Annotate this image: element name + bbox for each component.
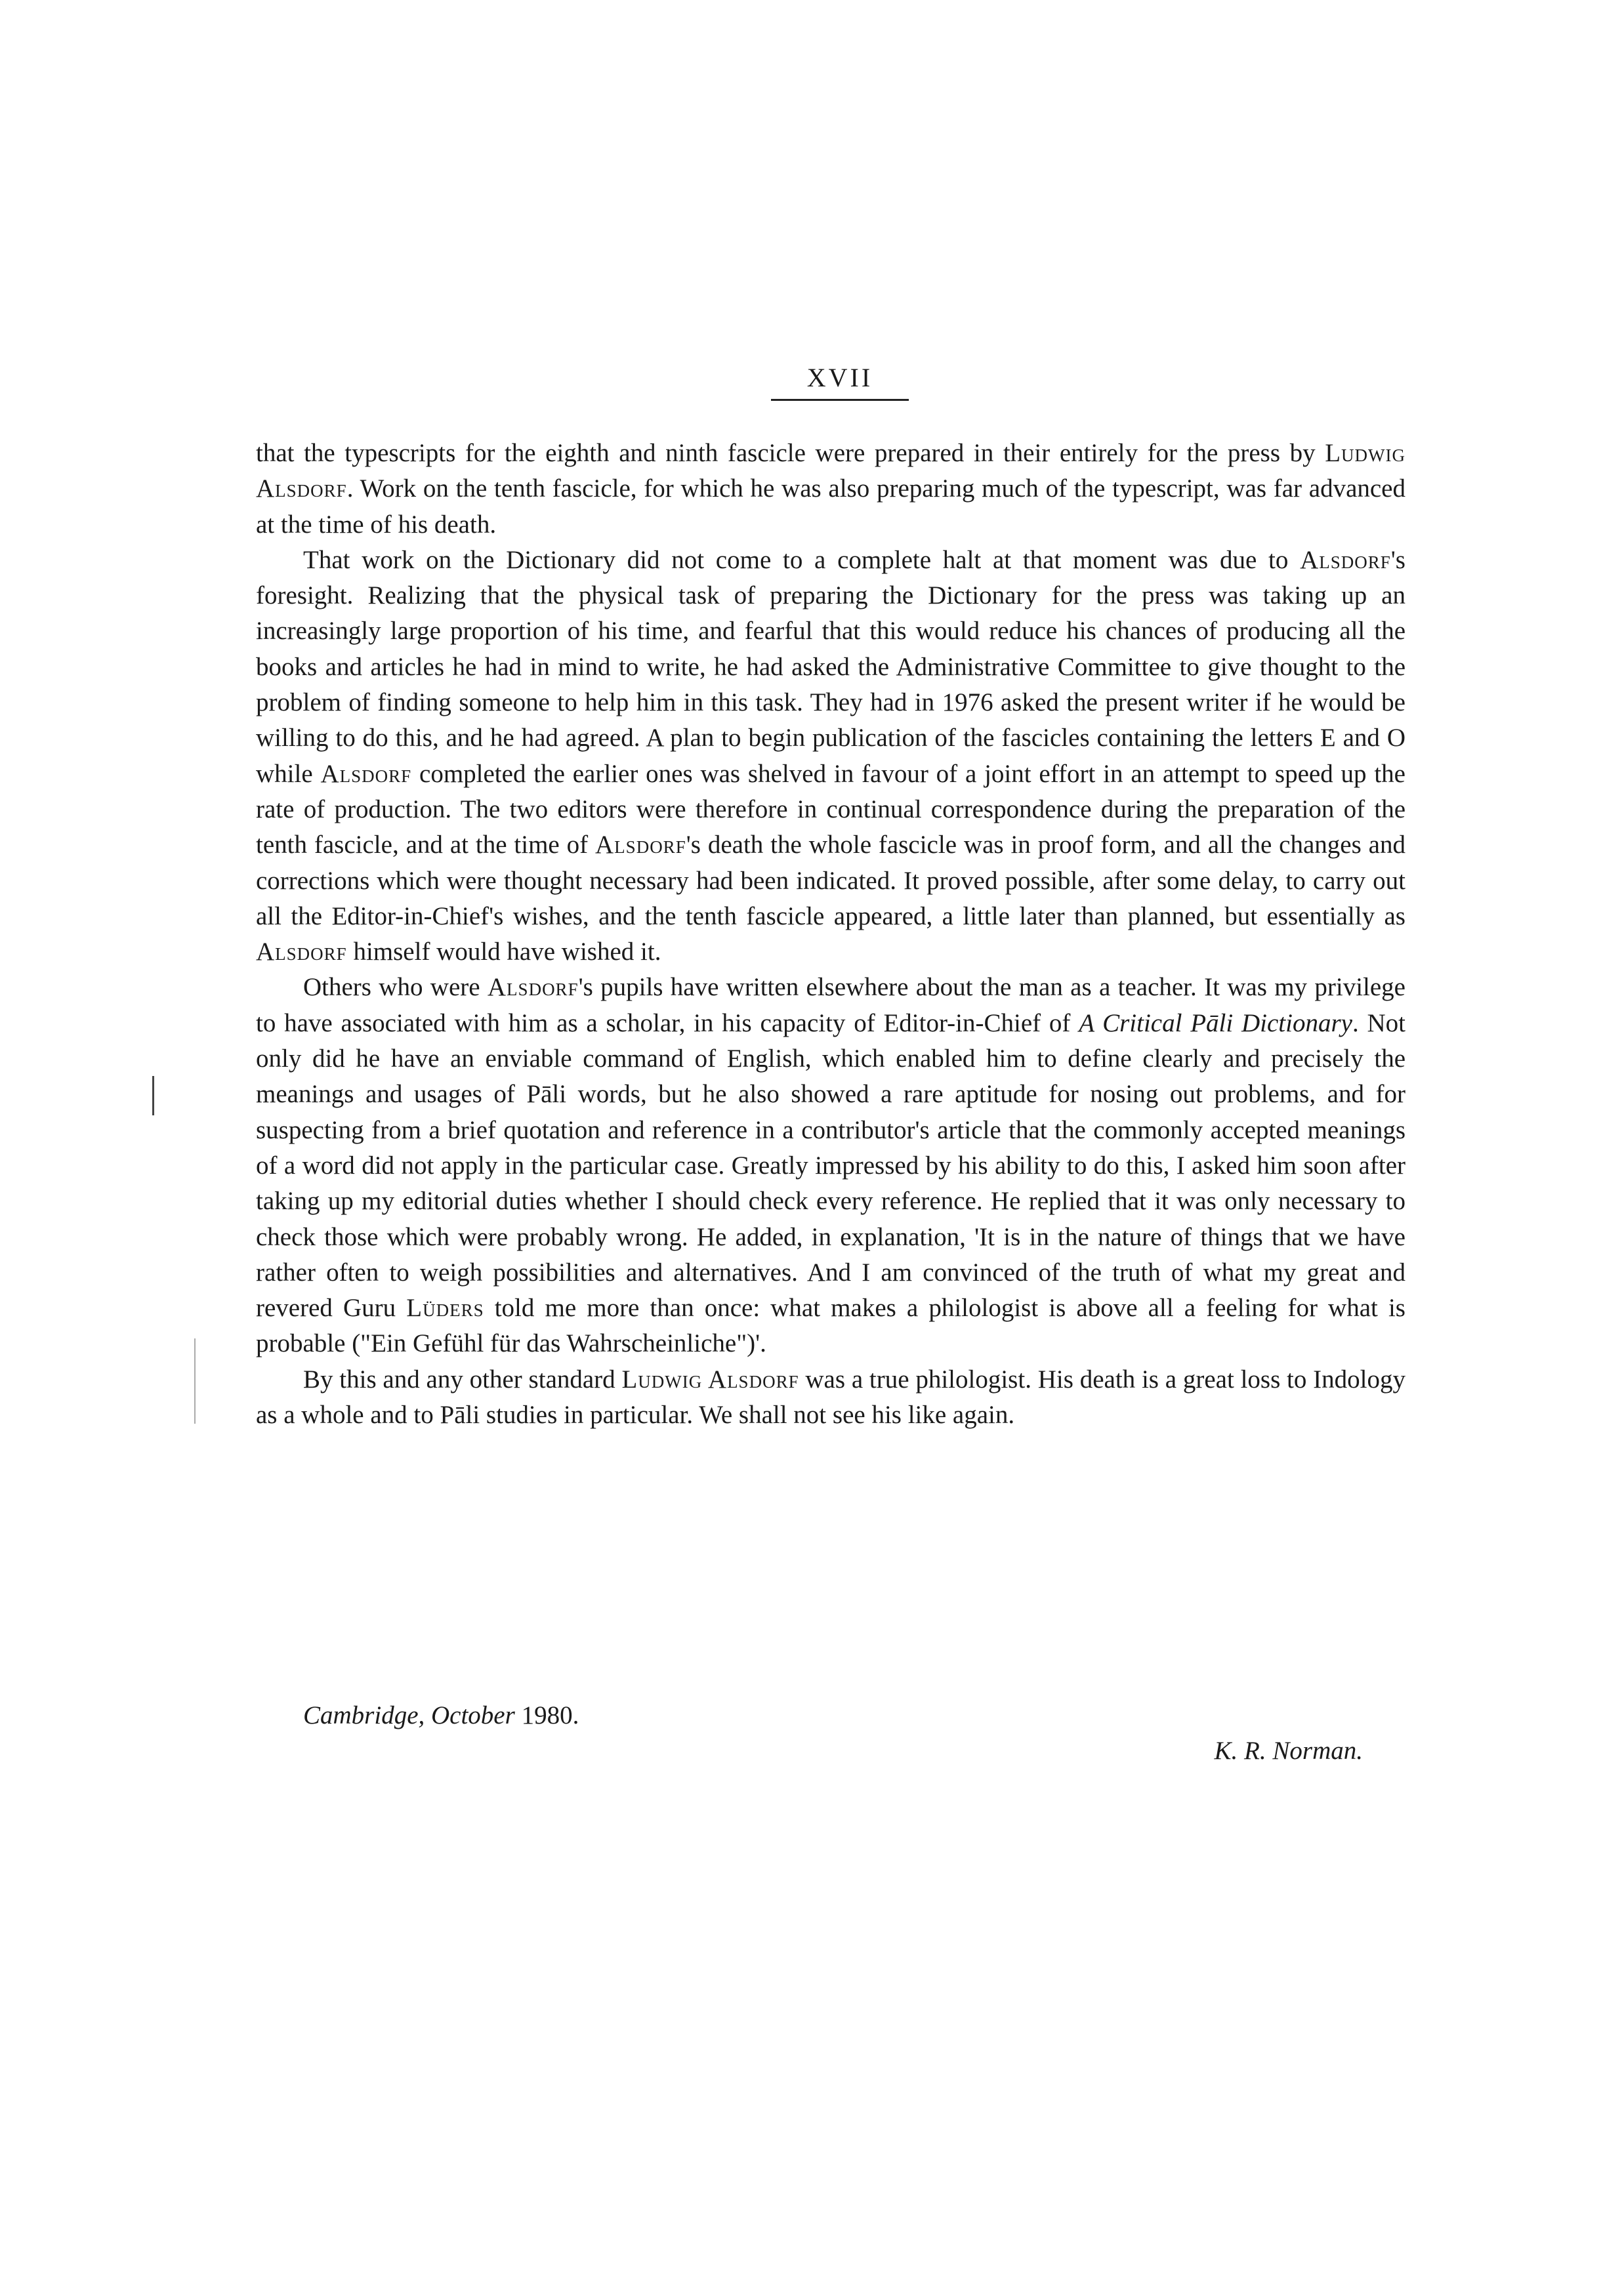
text-run: 's death the whole fascicle was in proof form, and all the changes and corrections which were thought necessary had been indicated. It proved possible, after some delay, to carry out all the Editor-in-Chief's wishes, and the tenth fascicle appeared, a little later than planned, but essentially as [256, 831, 1405, 930]
text-run: 's pupils have written elsewhere about the man as a teacher. It was my privilege to have associated with him as a scholar, in his capacity of Editor-in-Chief of [256, 973, 1405, 1037]
text-run: Others who were [303, 973, 488, 1002]
text-run: completed the earlier ones was shelved in favour of a joint effort in an attempt to speed up the rate of production. The two editors were therefore in continual correspondence during the preparation of the tenth fascicle, and at the time of [256, 759, 1405, 859]
body-text [256, 436, 1405, 1433]
name-small-caps: Alsdorf [595, 831, 686, 859]
text-run: . Not only did he have an enviable command of English, which enabled him to define clearly and precisely the meanings and usages of Pāli words, but he also showed a rare aptitude for nosing out problems, and for suspecting from a brief quotation and reference in a contributor's article that the commonly accepted meanings of a word did not apply in the particular case. Greatly impressed by his ability to do this, I asked him soon after taking up my editorial duties whether I should check every reference. He replied that it was only necessary to check those which were probably wrong. He added, in explanation, 'It is in the nature of things that we have rather often to weigh possibilities and alternatives. And I am convinced of the truth of what my great and revered Guru [256, 1008, 1406, 1323]
title-italic: A Critical Pāli Dictionary [1079, 1008, 1352, 1037]
text-run: By this and any other standard [303, 1365, 622, 1394]
scan-mark [152, 1076, 154, 1115]
paragraph [256, 970, 1405, 1361]
scan-mark [194, 1338, 196, 1424]
text-run: 's foresight. Realizing that the physical task of preparing the Dictionary for the press was taking up an increasingly large proportion of his time, and fearful that this would reduce his chances of producing all the books and articles he had in mind to write, he had asked the Administrative Committee to give thought to the problem of finding someone to help him in this task. They had in 1976 asked the present writer if he would be willing to do this, and he had agreed. A plan to begin publication of the fascicles containing the letters E and O while [256, 545, 1405, 788]
text-run: That work on the Dictionary did not come to a complete halt at that moment was due to [303, 545, 1301, 574]
name-small-caps: Alsdorf [487, 973, 579, 1002]
paragraph [256, 543, 1405, 970]
signature: K. R. Norman. [1214, 1737, 1363, 1765]
paragraph [256, 1362, 1405, 1434]
text-run: that the typescripts for the eighth and ninth fascicle were prepared in their entirely for the press by [256, 439, 1325, 467]
page-number: XVII [771, 360, 909, 401]
paragraph [256, 436, 1405, 543]
name-small-caps: Lüders [406, 1294, 484, 1323]
text-run: himself would have wished it. [346, 938, 661, 966]
name-small-caps: Ludwig Alsdorf [256, 439, 1405, 503]
text-run: . Work on the tenth fascicle, for which he was also preparing much of the typescript, was far advanced at the time of his death. [256, 474, 1405, 539]
name-small-caps: Alsdorf [1300, 545, 1391, 574]
name-small-caps: Alsdorf [256, 938, 347, 966]
dateline-place-date: Cambridge, October [303, 1701, 515, 1729]
dateline [303, 1698, 579, 1733]
dateline-year: 1980. [521, 1701, 579, 1729]
text-run: was a true philologist. His death is a great loss to Indology as a whole and to Pāli studies in particular. We shall not see his like again. [256, 1365, 1405, 1430]
text-run: told me more than once: what makes a philologist is above all a feeling for what is probable ("Ein Gefühl für das Wahrscheinliche")'. [256, 1294, 1405, 1358]
name-small-caps: Alsdorf [320, 759, 412, 788]
name-small-caps: Ludwig Alsdorf [621, 1365, 799, 1394]
